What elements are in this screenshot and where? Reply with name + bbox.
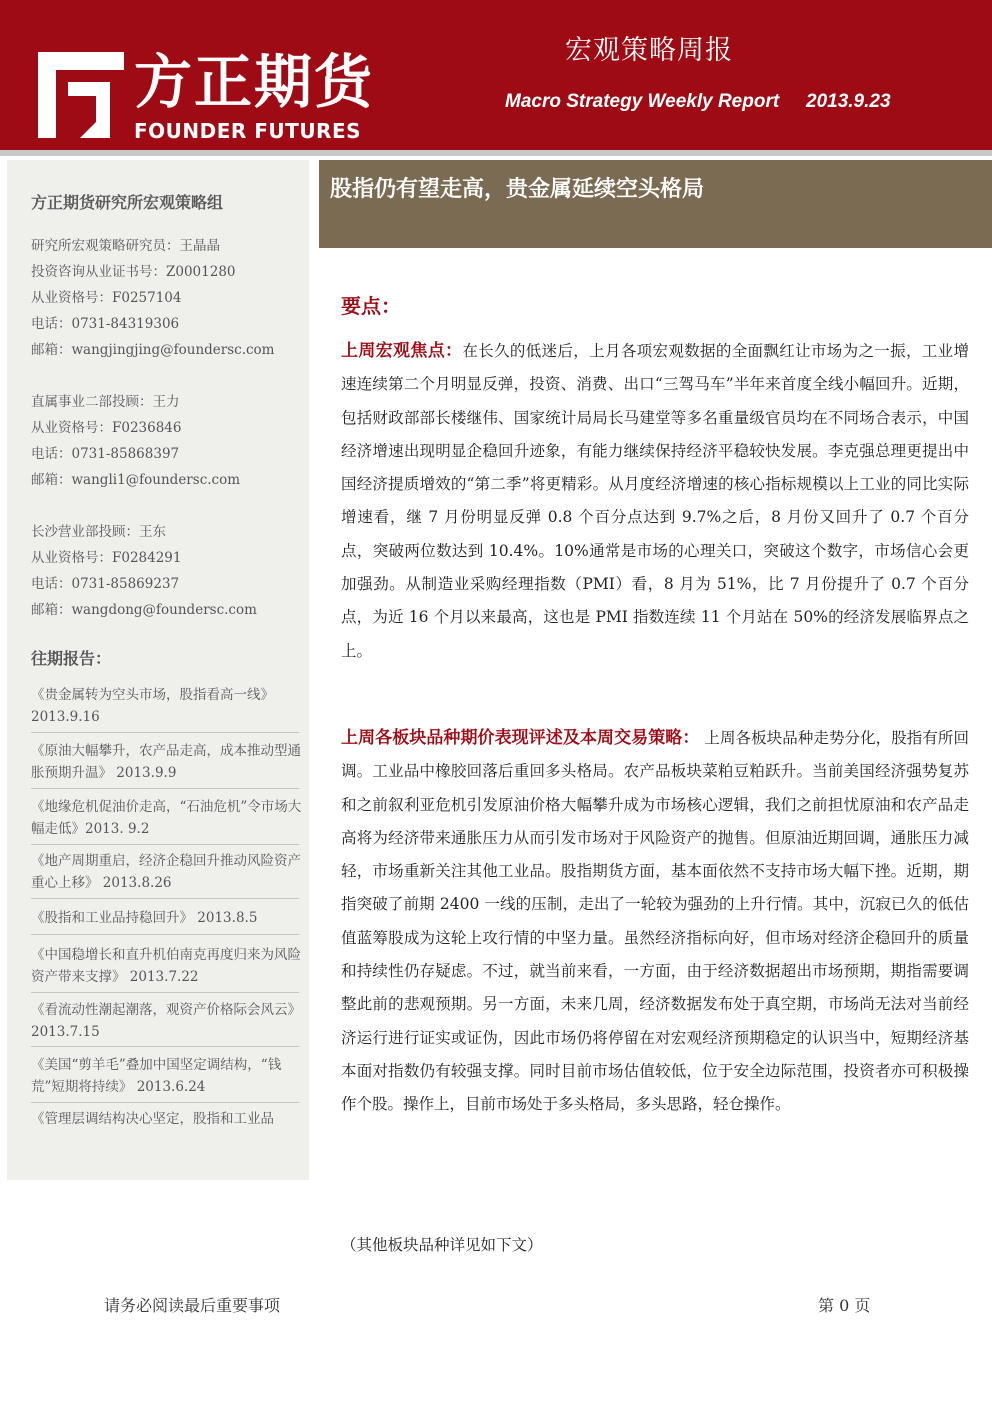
logo-chinese-name: 方正期货 bbox=[134, 48, 375, 116]
founder-logo-icon bbox=[38, 52, 124, 138]
past-reports-title: 往期报告： bbox=[31, 649, 112, 668]
divider bbox=[31, 1102, 299, 1103]
contact-line: 电话：0731-85869237 bbox=[31, 576, 180, 592]
logo-english-name: FOUNDER FUTURES bbox=[134, 119, 362, 143]
key-points-heading: 要点： bbox=[341, 294, 401, 318]
macro-focus-paragraph bbox=[341, 335, 969, 668]
contact-line: 长沙营业部投顾：王东 bbox=[31, 524, 166, 540]
contact-line: 电话：0731-85868397 bbox=[31, 446, 180, 462]
contact-email[interactable]: 邮箱：wangjingjing@foundersc.com bbox=[31, 342, 275, 358]
macro-focus-lead: 上周宏观焦点： bbox=[341, 341, 463, 361]
divider bbox=[31, 898, 299, 899]
past-report-item[interactable]: 《股指和工业品持稳回升》 2013.8.5 bbox=[31, 910, 258, 926]
macro-focus-body: 在长久的低迷后，上月各项宏观数据的全面飘红让市场为之一振，工业增速连续第二个月明显反弹，投资、消费、出口“三驾马车”半年来首度全线小幅回升。近期，包括财政部部长楼继伟、国家统计局局长马建堂等多名重量级官员均在不同场合表示，中国经济增速出现明显企稳回升迹象，有能力继续保持经济平稳较快发展。李克强总理更提出中国经济提质增效的“第二季”将更精彩。从月度经济增速的核心指标规模以上工业的同比实际增速看，继 7 月份明显反弹 0.8 个百分点达到 9.7%之后，8 月份又回升了 0.7 个百分点，突破两位数达到 10.4%。10%通常是市场的心理关口，突破这个数字，市场信心会更加强劲。从制造业采购经理指数（PMI）看，8 月为 51%，比 7 月份提升了 0.7 个百分点，为近 16 个月以来最高，这也是 PMI 指数连续 11 个月站在 50%的经济发展临界点之上。 bbox=[341, 342, 970, 660]
divider bbox=[31, 844, 299, 845]
report-type-en: Macro Strategy Weekly Report bbox=[505, 91, 780, 112]
past-report-item[interactable]: 《地产周期重启，经济企稳回升推动风险资产重心上移》 2013.8.26 bbox=[31, 853, 301, 891]
past-report-item[interactable]: 《原油大幅攀升，农产品走高，成本推动型通胀预期升温》 2013.9.9 bbox=[31, 743, 301, 781]
contact-line: 从业资格号：F0236846 bbox=[31, 420, 182, 436]
past-report-item[interactable]: 《看流动性潮起潮落，观资产价格际会风云》 2013.7.15 bbox=[31, 1002, 301, 1040]
divider bbox=[31, 992, 299, 993]
past-report-item[interactable]: 《管理层调结构决心坚定，股指和工业品 bbox=[31, 1111, 274, 1127]
contact-line: 投资咨询从业证书号：Z0001280 bbox=[31, 264, 236, 280]
contact-email[interactable]: 邮箱：wangli1@foundersc.com bbox=[31, 472, 241, 488]
past-report-item[interactable]: 《美国“剪羊毛”叠加中国坚定调结构，“钱荒”短期将持续》 2013.6.24 bbox=[31, 1057, 282, 1095]
author-sidebar bbox=[7, 160, 309, 1180]
contact-email[interactable]: 邮箱：wangdong@foundersc.com bbox=[31, 602, 257, 618]
report-headline: 股指仍有望走高，贵金属延续空头格局 bbox=[330, 177, 705, 202]
contact-line: 直属事业二部投顾：王力 bbox=[31, 394, 180, 410]
contact-line: 从业资格号：F0284291 bbox=[31, 550, 182, 566]
disclaimer-notice: 请务必阅读最后重要事项 bbox=[104, 1296, 281, 1315]
past-report-item[interactable]: 《中国稳增长和直升机伯南克再度归来为风险资产带来支撑》 2013.7.22 bbox=[31, 947, 301, 985]
divider bbox=[31, 788, 299, 789]
report-type-cn: 宏观策略周报 bbox=[565, 35, 733, 66]
contact-line: 从业资格号：F0257104 bbox=[31, 290, 182, 306]
strategy-paragraph bbox=[341, 722, 969, 1122]
contact-line: 研究所宏观策略研究员：王晶晶 bbox=[31, 238, 220, 254]
contact-line: 电话：0731-84319306 bbox=[31, 316, 180, 332]
divider bbox=[31, 1046, 299, 1047]
report-date: 2013.9.23 bbox=[806, 91, 891, 112]
header-divider bbox=[0, 150, 992, 156]
divider bbox=[31, 934, 299, 935]
strategy-body: 上周各板块品种走势分化，股指有所回调。工业品中橡胶回落后重回多头格局。农产品板块菜粕豆粕跃升。当前美国经济强势复苏和之前叙利亚危机引发原油价格大幅攀升成为市场核心逻辑，我们之前担忧原油和农产品走高将为经济带来通胀压力从而引发市场对于风险资产的抛售。但原油近期回调，通胀压力减轻，市场重新关注其他工业品。股指期货方面，基本面依然不支持市场大幅下挫。近期，期指突破了前期 2400 一线的压制，走出了一轮较为强劲的上升行情。其中，沉寂已久的低估值蓝筹股成为这轮上攻行情的中坚力量。虽然经济指标向好，但市场对经济企稳回升的质量和持续性仍存疑虑。不过，就当前来看，一方面，由于经济数据超出市场预期，期指需要调整此前的悲观预期。另一方面，未来几周，经济数据发布处于真空期，市场尚无法对当前经济运行进行证实或证伪，因此市场仍将停留在对宏观经济预期稳定的认识当中，短期经济基本面对指数仍有较强支撑。同时目前市场估值较低，位于安全边际范围，投资者亦可积极操作个股。操作上，目前市场处于多头格局，多头思路，轻仓操作。 bbox=[341, 729, 969, 1114]
page-number: 第 0 页 bbox=[818, 1296, 871, 1315]
divider bbox=[31, 732, 299, 733]
strategy-lead: 上周各板块品种期价表现评述及本周交易策略： bbox=[341, 728, 700, 748]
past-report-item[interactable]: 《地缘危机促油价走高，“石油危机”令市场大幅走低》2013. 9.2 bbox=[31, 799, 302, 837]
research-group-name: 方正期货研究所宏观策略组 bbox=[31, 193, 224, 212]
past-report-item[interactable]: 《贵金属转为空头市场，股指看高一线》2013.9.16 bbox=[31, 687, 274, 725]
see-below-note: （其他板块品种详见如下文） bbox=[341, 1236, 543, 1254]
